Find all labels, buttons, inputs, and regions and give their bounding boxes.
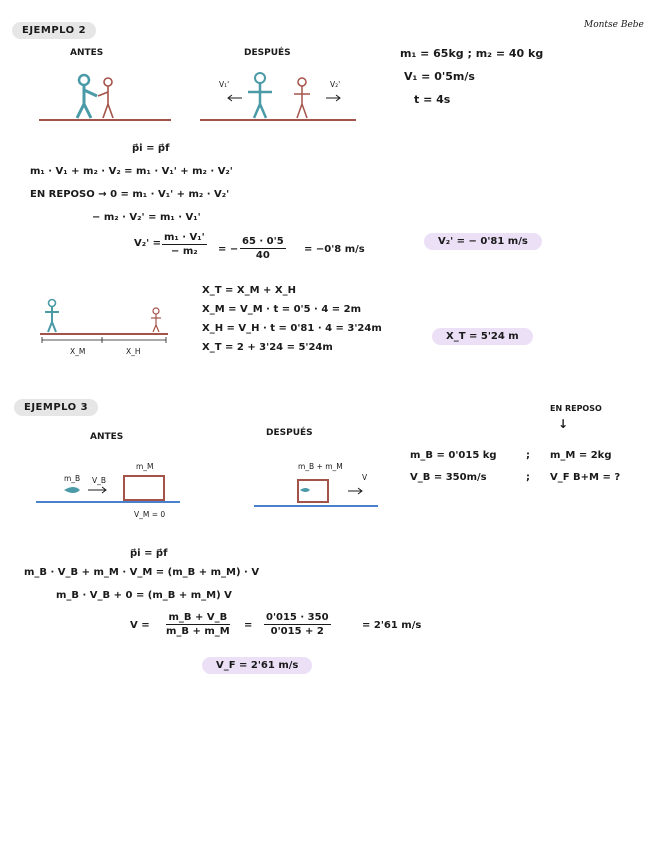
ex2-after-figure — [198, 66, 358, 128]
ex2-momentum-conservation: p⃗i = p⃗f — [132, 143, 170, 154]
ex3-eq3-fraction-1 — [166, 612, 230, 637]
ex3-en-reposo-label: EN REPOSO — [550, 404, 602, 413]
ex3-mm-label: m_M — [136, 462, 154, 471]
ex3-v-label: V — [362, 473, 368, 482]
ex3-mb-label: m_B — [64, 474, 81, 483]
ex3-eq3-denominator: m_B + m_M — [166, 626, 230, 637]
ex3-given-mass-bullet: m_B = 0'015 kg — [410, 450, 497, 461]
ex3-separator-2: ; — [526, 472, 530, 483]
ex2-eq4-denominator: − m₂ — [171, 246, 198, 257]
example-3-title: EJEMPLO 3 — [14, 399, 98, 416]
ex3-unknown-velocity: V_F B+M = ? — [550, 472, 621, 483]
ex3-mbm-label: m_B + m_M — [298, 462, 343, 471]
ex2-eq4-result: = −0'8 m/s — [304, 244, 365, 255]
ex2-distance-sum: X_T = 2 + 3'24 = 5'24m — [202, 342, 333, 353]
ex3-momentum-conservation: p⃗i = p⃗f — [130, 548, 168, 559]
ex2-equation-3: − m₂ · V₂' = m₁ · V₁' — [92, 212, 201, 223]
ex3-antes-label: ANTES — [90, 432, 124, 442]
example-2-title: EJEMPLO 2 — [12, 22, 96, 39]
ex2-distance-figure — [38, 294, 172, 356]
ex3-eq3-numerator: m_B + V_B — [166, 612, 230, 625]
ex2-eq4-numerator: m₁ · V₁' — [164, 232, 205, 243]
ex2-equation-2: EN REPOSO → 0 = m₁ · V₁' + m₂ · V₂' — [30, 189, 230, 200]
ex3-eq3-equals: = — [244, 620, 253, 631]
ex2-eq4-numerator-2: 65 · 0'5 — [242, 236, 284, 247]
ex2-result-velocity: V₂' = − 0'81 m/s — [424, 233, 542, 250]
ex2-v2-prime-label: V₂' — [330, 80, 341, 89]
ex2-total-distance: X_T = X_M + X_H — [202, 285, 296, 296]
ex3-given-velocity-bullet: V_B = 350m/s — [410, 472, 487, 483]
ex3-down-arrow-icon: ↓ — [558, 417, 569, 431]
author-signature: Montse Bebe — [584, 20, 644, 30]
ex3-eq3-result: = 2'61 m/s — [362, 620, 422, 631]
ex2-distance-h: X_H = V_H · t = 0'81 · 4 = 3'24m — [202, 323, 382, 334]
ex3-given-mass-block: m_M = 2kg — [550, 450, 612, 461]
ex3-eq3-denominator-2: 0'015 + 2 — [270, 626, 324, 637]
ex2-distance-m: X_M = V_M · t = 0'5 · 4 = 2m — [202, 304, 361, 315]
ex2-given-velocity: V₁ = 0'5m/s — [404, 70, 475, 83]
ex2-xm-label: X_M — [70, 347, 86, 356]
ex3-equation-2: m_B · V_B + 0 = (m_B + m_M) V — [56, 590, 232, 601]
ex2-despues-label: DESPUÉS — [244, 48, 291, 58]
ex2-v1-prime-label: V₁' — [219, 80, 230, 89]
ex2-given-time: t = 4s — [414, 93, 451, 106]
ex3-eq3-numerator-2: 0'015 · 350 — [266, 612, 329, 623]
ex2-antes-label: ANTES — [70, 48, 104, 58]
ex2-eq4-middle: = − — [218, 244, 239, 255]
ex3-result-velocity: V_F = 2'61 m/s — [202, 657, 312, 674]
ex2-eq4-lhs: V₂' = — [134, 238, 162, 249]
ex2-eq4-denominator-2: 40 — [255, 250, 270, 261]
ex2-before-figure — [35, 68, 175, 128]
ex3-despues-label: DESPUÉS — [266, 428, 313, 438]
ex3-vm0-label: V_M = 0 — [134, 510, 166, 519]
ex2-result-distance: X_T = 5'24 m — [432, 328, 533, 345]
ex2-xh-label: X_H — [126, 347, 141, 356]
ex2-eq4-fraction-2 — [240, 236, 286, 261]
ex2-eq4-fraction-1 — [162, 232, 207, 257]
ex2-equation-1: m₁ · V₁ + m₂ · V₂ = m₁ · V₁' + m₂ · V₂' — [30, 166, 233, 177]
ex2-given-masses: m₁ = 65kg ; m₂ = 40 kg — [400, 47, 544, 60]
ex3-vb-label: V_B — [92, 476, 107, 485]
ex3-equation-1: m_B · V_B + m_M · V_M = (m_B + m_M) · V — [24, 567, 260, 578]
ex3-separator-1: ; — [526, 450, 530, 461]
ex3-eq3-fraction-2 — [264, 612, 331, 637]
ex3-eq3-lhs: V = — [130, 620, 150, 631]
